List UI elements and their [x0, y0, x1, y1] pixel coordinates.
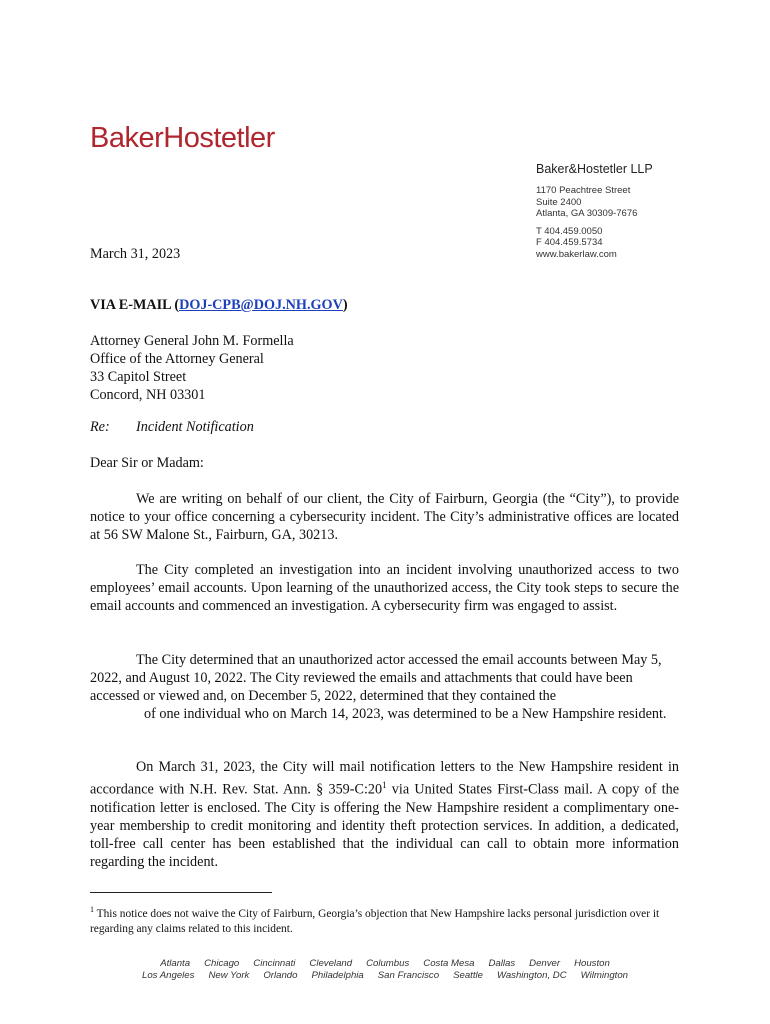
salutation: Dear Sir or Madam:: [90, 455, 204, 471]
paragraph-part: of one individual who on March 14, 2023, was determined to be a New Hampshire resident.: [144, 706, 667, 722]
delivery-method: [90, 296, 348, 314]
recipient-line: Attorney General John M. Formella: [90, 333, 294, 349]
paragraph-text: On March 31, 2023, the City will mail notification letters to the New Hampshire resident in accordance with N.H. Rev. Stat. Ann. § 359-C:20: [90, 759, 679, 798]
via-prefix: VIA E-MAIL (: [90, 297, 180, 313]
firm-logo: BakerHostetler: [90, 122, 275, 154]
city-row-1: [120, 958, 650, 970]
paragraph-part: The City determined that an unauthorized actor accessed the email accounts between May 5, 2022, and August 10, 2022. The City reviewed the emails and attachments that could have been accessed or viewed and, on December 5, 2022, determined that they contained the: [90, 652, 662, 704]
phone: T 404.459.0050: [536, 225, 603, 237]
paragraph-text: via United States First-Class mail. A copy of the notification letter is enclosed. The City is offering the New Hampshire resident a complimentary one-year membership to credit monitoring and identity theft protection services. In addition, a dedicated, toll-free call center has been established that the individual can call to obtain more information regarding the incident.: [90, 781, 679, 870]
city-row-2: [120, 970, 650, 982]
city: Houston: [574, 958, 610, 969]
city: Chicago: [204, 958, 240, 969]
city: Los Angeles: [141, 970, 195, 981]
re-subject: Incident Notification: [136, 419, 254, 435]
city: Cincinnati: [253, 958, 296, 969]
body-paragraph: We are writing on behalf of our client, the City of Fairburn, Georgia (the “City”), to provide notice to your office concerning a cybersecurity incident. The City’s administrative offices are located at 56 SW Malone St., Fairburn, GA, 30213.: [90, 491, 679, 543]
address-line: Atlanta, GA 30309-7676: [536, 208, 638, 220]
re-label: Re:: [90, 419, 110, 435]
letter-date: March 31, 2023: [90, 246, 181, 262]
footnote-text: This notice does not waive the City of Fairburn, Georgia’s objection that New Hampshire lacks personal jurisdiction over it regarding any claims related to this incident.: [90, 907, 660, 935]
address-line: 1170 Peachtree Street: [536, 185, 631, 196]
city: Columbus: [366, 958, 410, 969]
re-line: [90, 418, 254, 436]
city: Cleveland: [309, 958, 353, 969]
city: Wilmington: [580, 970, 629, 981]
website-link[interactable]: www.bakerlaw.com: [536, 248, 617, 260]
city: New York: [208, 970, 250, 981]
body-paragraph: [90, 651, 679, 723]
city: Atlanta: [160, 958, 191, 969]
city: Costa Mesa: [423, 958, 475, 969]
footnote-divider: [90, 892, 272, 893]
firm-name: Baker&Hostetler LLP: [536, 162, 653, 176]
recipient-line: Office of the Attorney General: [90, 351, 264, 367]
email-link[interactable]: DOJ-CPB@DOJ.NH.GOV: [179, 297, 343, 313]
address-line: Suite 2400: [536, 196, 582, 208]
firm-address: [536, 185, 637, 261]
city: San Francisco: [377, 970, 440, 981]
recipient-line: 33 Capitol Street: [90, 369, 187, 385]
recipient-block: [90, 332, 294, 404]
footnote-ref[interactable]: 1: [382, 780, 387, 790]
city: Washington, DC: [496, 970, 567, 981]
via-suffix: ): [342, 297, 348, 313]
footnote-mark: 1: [90, 905, 94, 914]
city: Denver: [529, 958, 561, 969]
body-paragraph: [90, 758, 679, 871]
city: Orlando: [263, 970, 298, 981]
footnote: [90, 902, 680, 937]
recipient-line: Concord, NH 03301: [90, 387, 206, 403]
city: Philadelphia: [311, 970, 364, 981]
city: Seattle: [453, 970, 483, 981]
body-paragraph: The City completed an investigation into an incident involving unauthorized access to two employees’ email accounts. Upon learning of the unauthorized access, the City took steps to secure the email accounts and commenced an investigation. A cybersecurity firm was engaged to assist.: [90, 562, 679, 614]
fax: F 404.459.5734: [536, 237, 603, 249]
city: Dallas: [488, 958, 516, 969]
office-locations: [120, 958, 650, 982]
